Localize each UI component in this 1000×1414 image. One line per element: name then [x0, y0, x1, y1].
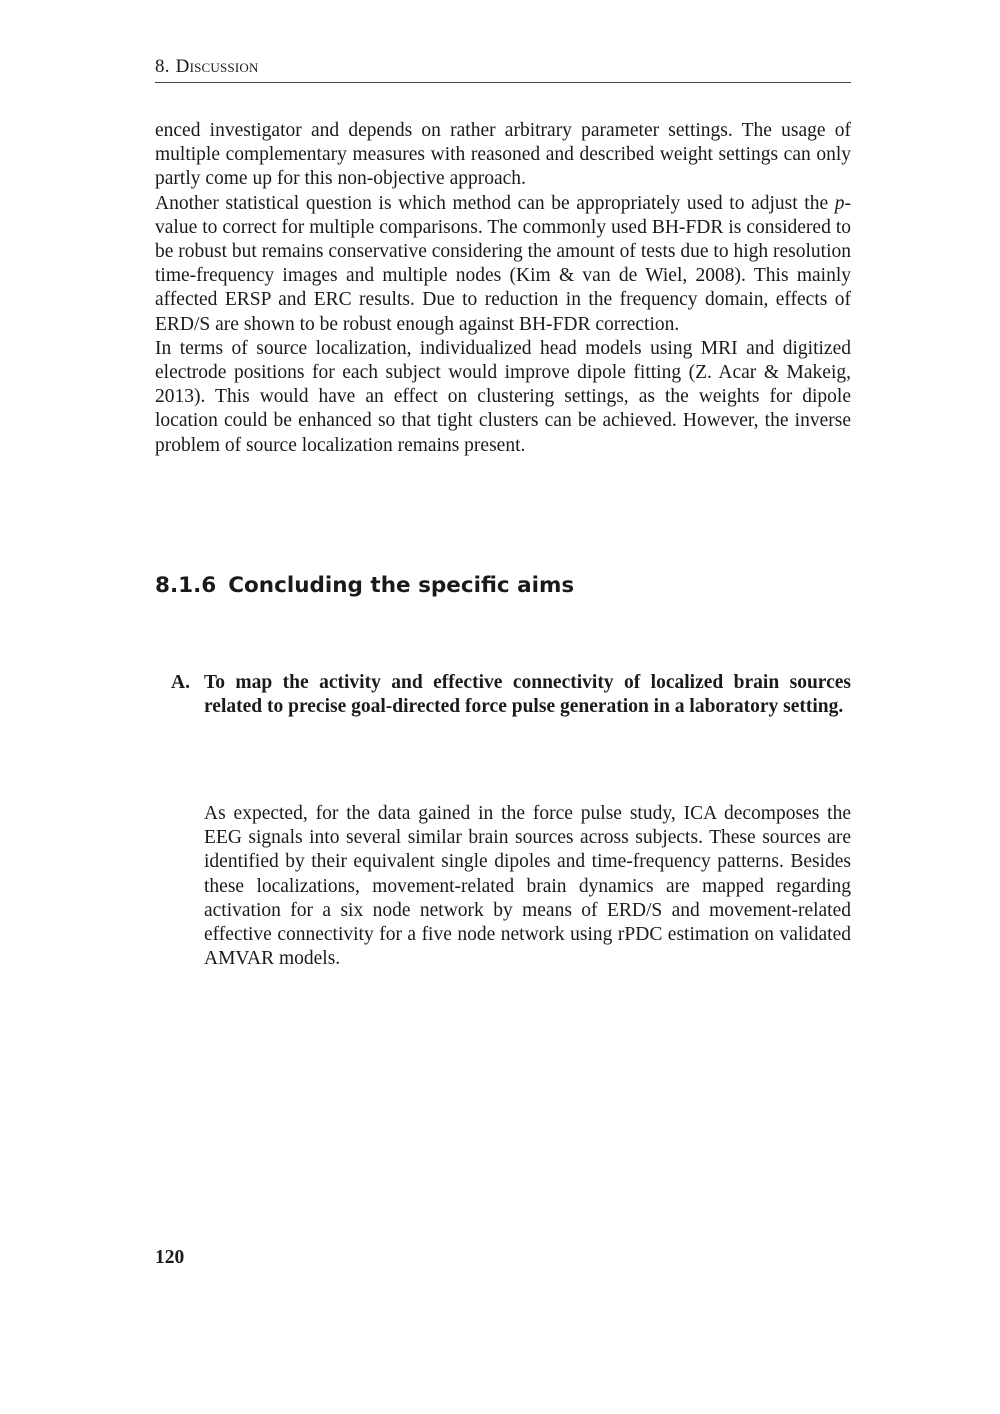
running-header [155, 56, 851, 83]
paragraph-statistical-correction: Another statistical question is which method can be appropriately used to adjust the p-value to correct for multiple comparisons. The commonly used BH-FDR is considered to be robust but remains conservative considering the amount of tests due to high resolution time-frequency images and multiple nodes (Kim & van de Wiel, 2008). This mainly affected ERSP and ERC results. Due to reduction in the frequency domain, effects of ERD/S are shown to be robust enough against BH-FDR correction. [155, 192, 851, 335]
p-variable: p [834, 192, 845, 214]
section-title: Concluding the specific aims [228, 573, 575, 598]
aim-label: A. [171, 672, 190, 693]
chapter-title: Discussion [175, 56, 259, 77]
discussion-text [155, 119, 851, 458]
paragraph-parameter-settings: enced investigator and depends on rather arbitrary parameter settings. The usage of multiple complementary measures with reasoned and described weight settings can only partly come up for this non-objective approach. [155, 120, 851, 190]
section-heading [155, 572, 574, 600]
page-number: 120 [155, 1247, 185, 1268]
paragraph-source-localization: In terms of source localization, individualized head models using MRI and digitized electrode positions for each subject would improve dipole fitting (Z. Acar & Makeig, 2013). This would have an effect on clustering settings, as the weights for dipole location could be enhanced so that tight clusters can be achieved. However, the inverse problem of source localization remains present. [155, 337, 851, 456]
aim-a-body: As expected, for the data gained in the force pulse study, ICA decomposes the EEG signals into several similar brain sources across subjects. These sources are identified by their equivalent single dipoles and time-frequency patterns. Besides these localizations, movement-related brain dynamics are mapped regarding activation for a six node network by means of ERD/S and movement-related effective connectivity for a five node network using rPDC estimation on validated AMVAR models. [204, 803, 851, 970]
aim-heading-text: To map the activity and effective connectivity of localized brain sources related to precise goal-directed force pulse generation in a laboratory setting. [204, 672, 851, 718]
aim-a-heading [171, 671, 851, 719]
chapter-number: 8. [155, 56, 170, 77]
section-number: 8.1.6 [155, 573, 217, 598]
